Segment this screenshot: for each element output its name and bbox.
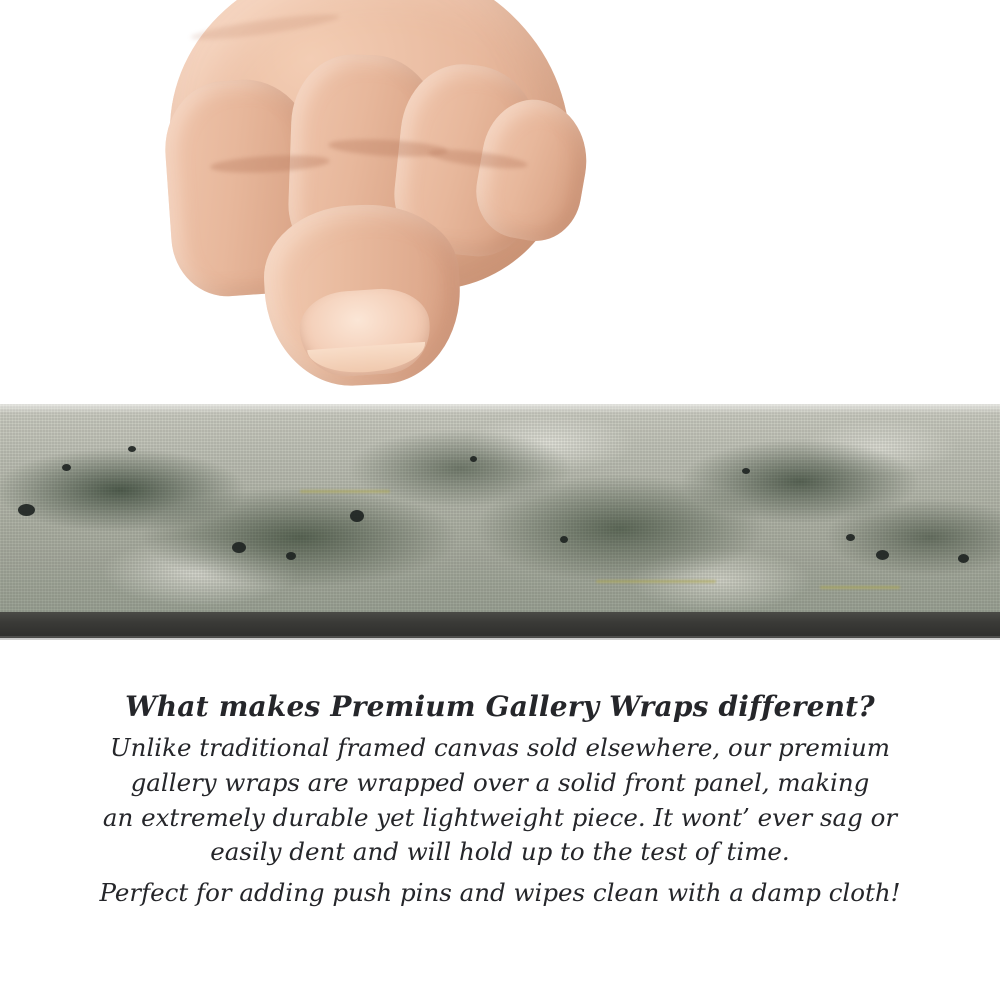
canvas-speck	[846, 534, 855, 541]
caption-line: Unlike traditional framed canvas sold elsewhere, our premium	[110, 733, 890, 762]
caption-block	[0, 690, 1000, 911]
caption-body	[0, 731, 1000, 911]
canvas-wrap-edge	[0, 404, 1000, 619]
caption-line: easily dent and will hold up to the test of time.	[210, 837, 790, 867]
canvas-speck	[350, 510, 364, 522]
canvas-speck	[470, 456, 477, 462]
canvas-speck	[742, 468, 750, 474]
canvas-yellow-streak	[300, 490, 390, 493]
canvas-yellow-streak	[820, 586, 900, 589]
canvas-yellow-streak	[596, 580, 716, 583]
canvas-speck	[128, 446, 136, 452]
canvas-speck	[62, 464, 71, 471]
canvas-speck	[958, 554, 969, 563]
caption-line: gallery wraps are wrapped over a solid front panel, making	[130, 767, 870, 797]
caption-line: an extremely durable yet lightweight piece. It wont’ ever sag or	[102, 802, 898, 832]
hand-illustration	[150, 0, 580, 430]
canvas-speck	[18, 504, 35, 516]
canvas-speck	[232, 542, 246, 553]
caption-closing-line: Perfect for adding push pins and wipes clean with a damp cloth!	[99, 878, 901, 908]
canvas-speck	[560, 536, 568, 543]
canvas-top-highlight	[0, 404, 1000, 414]
canvas-edge-shadow	[0, 636, 1000, 640]
canvas-speck	[286, 552, 296, 560]
canvas-side-edge	[0, 612, 1000, 638]
caption-heading: What makes Premium Gallery Wraps different?	[125, 690, 875, 723]
canvas-speck	[876, 550, 889, 560]
